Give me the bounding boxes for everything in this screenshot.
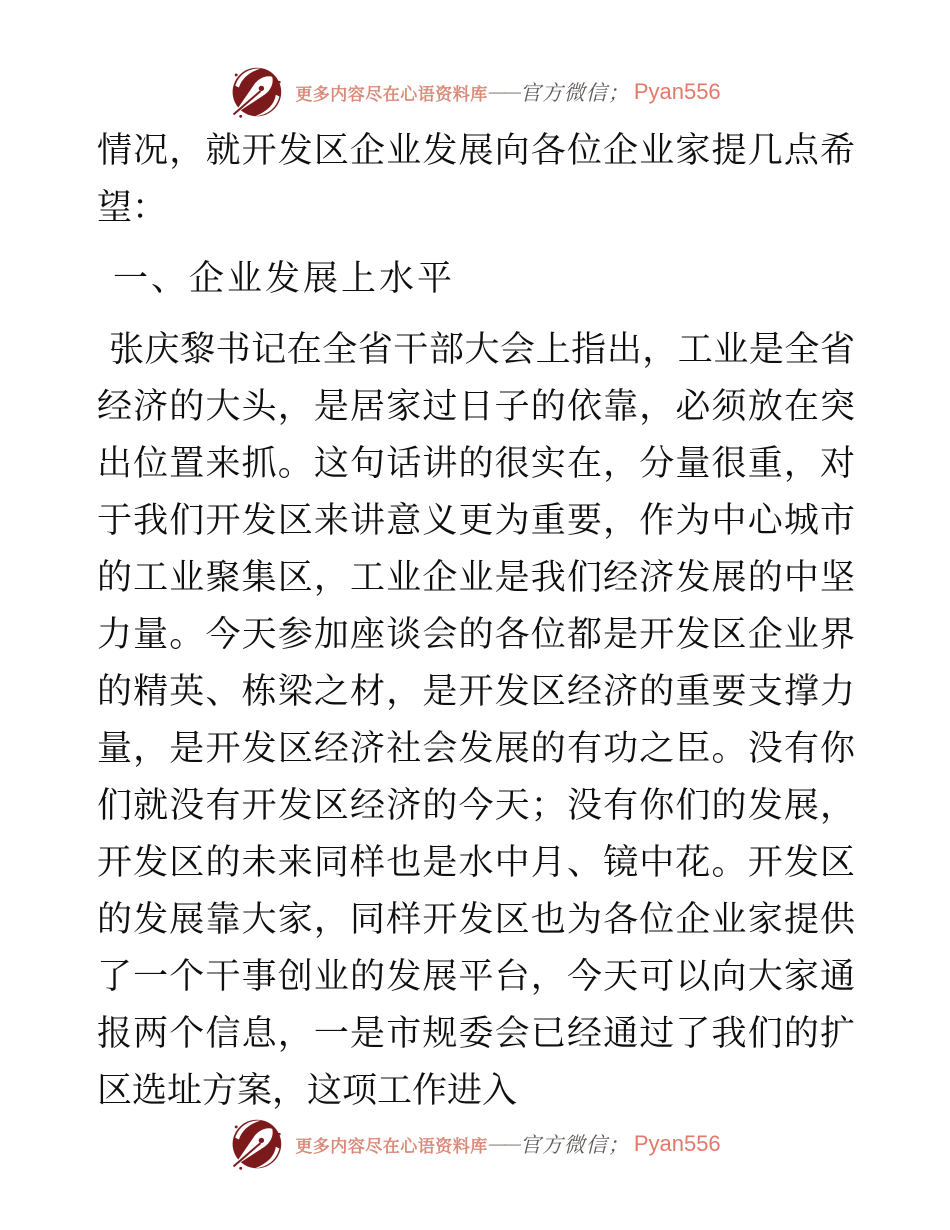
body-paragraph: 张庆黎书记在全省干部大会上指出，工业是全省经济的大头，是居家过日子的依靠，必须放在突出位置来抓。这句话讲的很实在，分量很重，对于我们开发区来讲意义更为重要，作为中心城市的工业聚集区，工业企业是我们经济发展的中坚力量。今天参加座谈会的各位都是开发区企业界的精英、栋梁之材，是开发区经济的重要支撑力量，是开发区经济社会发展的有功之臣。没有你们就没有开发区经济的今天；没有你们的发展，开发区的未来同样也是水中月、镜中花。开发区的发展靠大家，同样开发区也为各位企业家提供了一个干事创业的发展平台，今天可以向大家通报两个信息，一是市规委会已经通过了我们的扩区选址方案，这项工作进入 [97, 330, 855, 1110]
section-heading: 一、企业发展上水平 [113, 259, 456, 298]
watermark-brand-text: 更多内容尽在心语资料库 [295, 84, 488, 104]
watermark-text [295, 77, 720, 107]
pen-nib-circle-logo-icon [229, 1117, 283, 1171]
watermark-brand-text: 更多内容尽在心语资料库 [295, 1136, 488, 1156]
intro-paragraph: 情况，就开发区企业发展向各位企业家提几点希望： [97, 131, 855, 227]
header-watermark [0, 64, 950, 120]
watermark-text [295, 1129, 720, 1159]
watermark-dash: —— [488, 1134, 519, 1153]
watermark-channel-label: 官方微信； [519, 81, 630, 105]
watermark-wechat-id: Pyan556 [633, 1131, 721, 1156]
footer-watermark [0, 1116, 950, 1172]
watermark-dash: —— [488, 82, 519, 101]
watermark-wechat-id: Pyan556 [633, 79, 721, 104]
document-body [97, 122, 855, 1119]
watermark-channel-label: 官方微信； [519, 1133, 630, 1157]
pen-nib-circle-logo-icon [229, 65, 283, 119]
